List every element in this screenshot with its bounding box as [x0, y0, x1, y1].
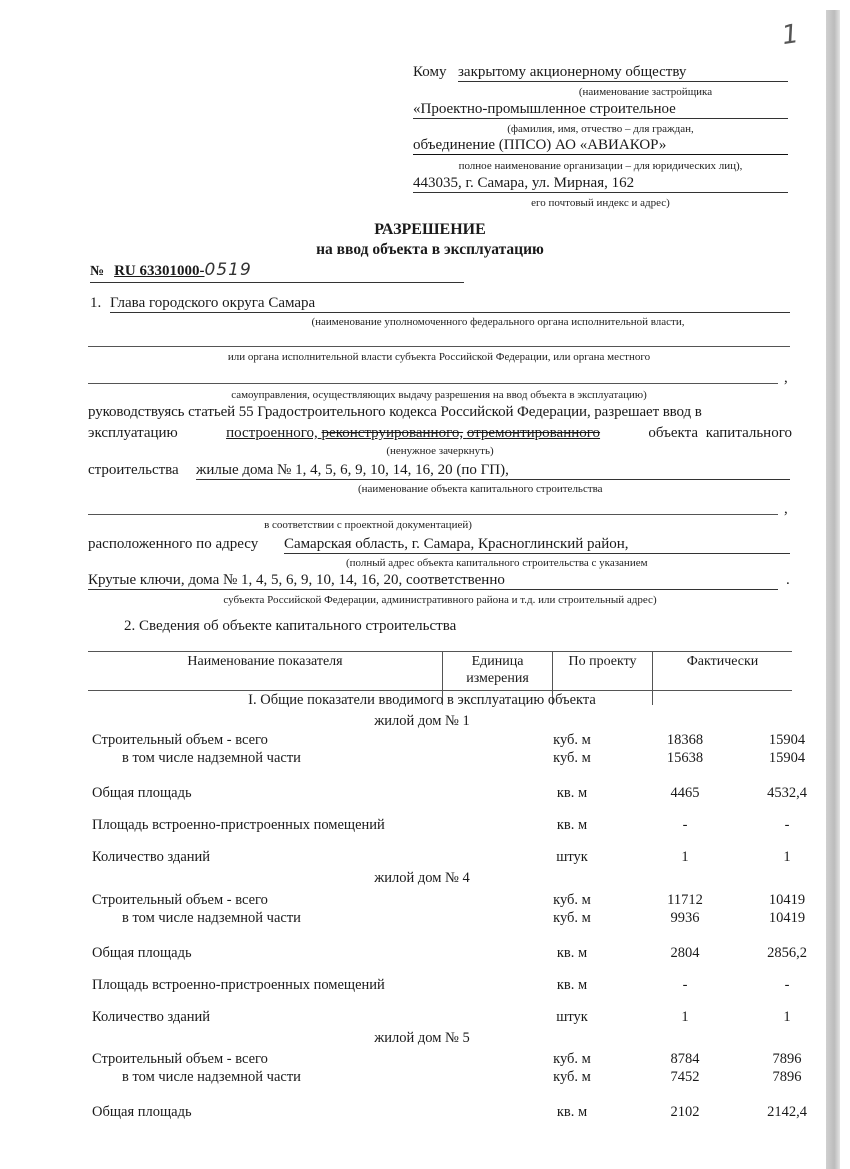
recipient-prefix: Кому [413, 64, 447, 80]
table-row: в том числе надземной части куб. м 15638 15904 [122, 750, 806, 766]
building-title: жилой дом № 1 [374, 713, 470, 729]
table-row: Строительный объем - всего куб. м 18368 15904 [92, 732, 806, 748]
recipient-caption-4: его почтовый индекс и адрес) [531, 197, 670, 209]
handwritten-page-number: 1 [779, 18, 801, 52]
comma: , [784, 370, 788, 386]
header-unit: Единица измерения [443, 652, 553, 688]
document-subtitle: на ввод объекта в эксплуатацию [316, 241, 544, 258]
address-caption-a: (полный адрес объекта капитального строительства с указанием [346, 557, 648, 569]
recipient-line-3: объединение (ППСО) АО «АВИАКОР» [413, 137, 788, 155]
recipient-caption-3: полное наименование организации – для юридических лиц), [458, 160, 743, 172]
strike-caption: (ненужное зачеркнуть) [386, 445, 494, 457]
operation-type-line [88, 425, 792, 442]
authority-name: Глава городского округа Самара [110, 295, 790, 313]
blank-line [88, 346, 790, 347]
section1-number: 1. [90, 295, 102, 311]
recipient-caption-2: (фамилия, имя, отчество – для граждан, [507, 123, 694, 135]
table-row: Строительный объем - всего куб. м 11712 10419 [92, 892, 806, 908]
group-title: I. Общие показатели вводимого в эксплуатацию объекта [248, 692, 596, 708]
operation-suffix: объекта капитального [648, 425, 792, 441]
recipient-caption-1: (наименование застройщика [578, 86, 713, 98]
header-actual: Фактически [653, 652, 793, 688]
table-row: Общая площадь кв. м 2102 2142,4 [92, 1104, 807, 1120]
permit-number-printed: RU 63301000- [114, 263, 205, 279]
document-title: РАЗРЕШЕНИЕ [374, 221, 486, 238]
authority-caption-c: самоуправления, осуществляющих выдачу разрешения на ввод объекта в эксплуатацию) [231, 389, 647, 401]
address-line-1: Самарская область, г. Самара, Красноглинский район, [284, 536, 790, 554]
building-title: жилой дом № 4 [374, 870, 470, 886]
object-caption-a: (наименование объекта капитального строительства [358, 483, 603, 495]
table-row: Количество зданий штук 1 1 [92, 849, 791, 865]
comma: , [784, 501, 788, 517]
permit-number-handwritten: 0519 [204, 260, 252, 280]
period: . [786, 572, 790, 588]
object-prefix: строительства [88, 462, 179, 478]
legal-basis-text: руководствуясь статьей 55 Градостроительного кодекса Российской Федерации, разрешает ввод в [88, 404, 702, 420]
scan-edge-shadow [826, 10, 840, 1169]
building-title: жилой дом № 5 [374, 1030, 470, 1046]
header-indicator-name: Наименование показателя [187, 654, 343, 669]
table-row: в том числе надземной части куб. м 9936 10419 [122, 910, 806, 926]
recipient-line-4: 443035, г. Самара, ул. Мирная, 162 [413, 175, 788, 193]
operation-prefix: эксплуатацию [88, 425, 178, 441]
header-project: По проекту [553, 652, 653, 688]
table-row: Площадь встроенно-пристроенных помещений кв. м - - [92, 817, 790, 833]
address-caption-b: субъекта Российской Федерации, административного района и т.д. или строительный адрес) [223, 594, 657, 606]
table-header-bottom-border [88, 690, 792, 691]
table-row: Площадь встроенно-пристроенных помещений кв. м - - [92, 977, 790, 993]
permit-number [90, 260, 464, 283]
option-repaired-struck: отремонтированного [466, 425, 601, 441]
option-built: построенного, реконструированного, отремонтированного [226, 425, 601, 441]
object-name: жилые дома № 1, 4, 5, 6, 9, 10, 14, 16, 20 (по ГП), [196, 462, 790, 480]
option-reconstructed-struck: реконструированного, [321, 425, 464, 441]
table-row: Количество зданий штук 1 1 [92, 1009, 791, 1025]
authority-caption-b: или органа исполнительной власти субъекта Российской Федерации, или органа местного [227, 351, 651, 363]
number-sign: № [90, 264, 105, 279]
address-line-2: Крутые ключи, дома № 1, 4, 5, 6, 9, 10, 14, 16, 20, соответственно [88, 572, 778, 590]
blank-line [88, 514, 778, 515]
blank-line [88, 383, 778, 384]
table-row: в том числе надземной части куб. м 7452 7896 [122, 1069, 802, 1085]
table-row: Общая площадь кв. м 2804 2856,2 [92, 945, 807, 961]
authority-caption-a: (наименование уполномоченного федерального органа исполнительной власти, [311, 316, 685, 328]
table-row: Строительный объем - всего куб. м 8784 7896 [92, 1051, 802, 1067]
recipient-line-1: закрытому акционерному обществу [458, 64, 788, 82]
object-caption-b: в соответствии с проектной документацией) [264, 519, 472, 531]
recipient-line-2: «Проектно-промышленное строительное [413, 101, 788, 119]
address-prefix: расположенного по адресу [88, 536, 259, 552]
table-row: Общая площадь кв. м 4465 4532,4 [92, 785, 807, 801]
section2-title: 2. Сведения об объекте капитального строительства [124, 618, 457, 634]
